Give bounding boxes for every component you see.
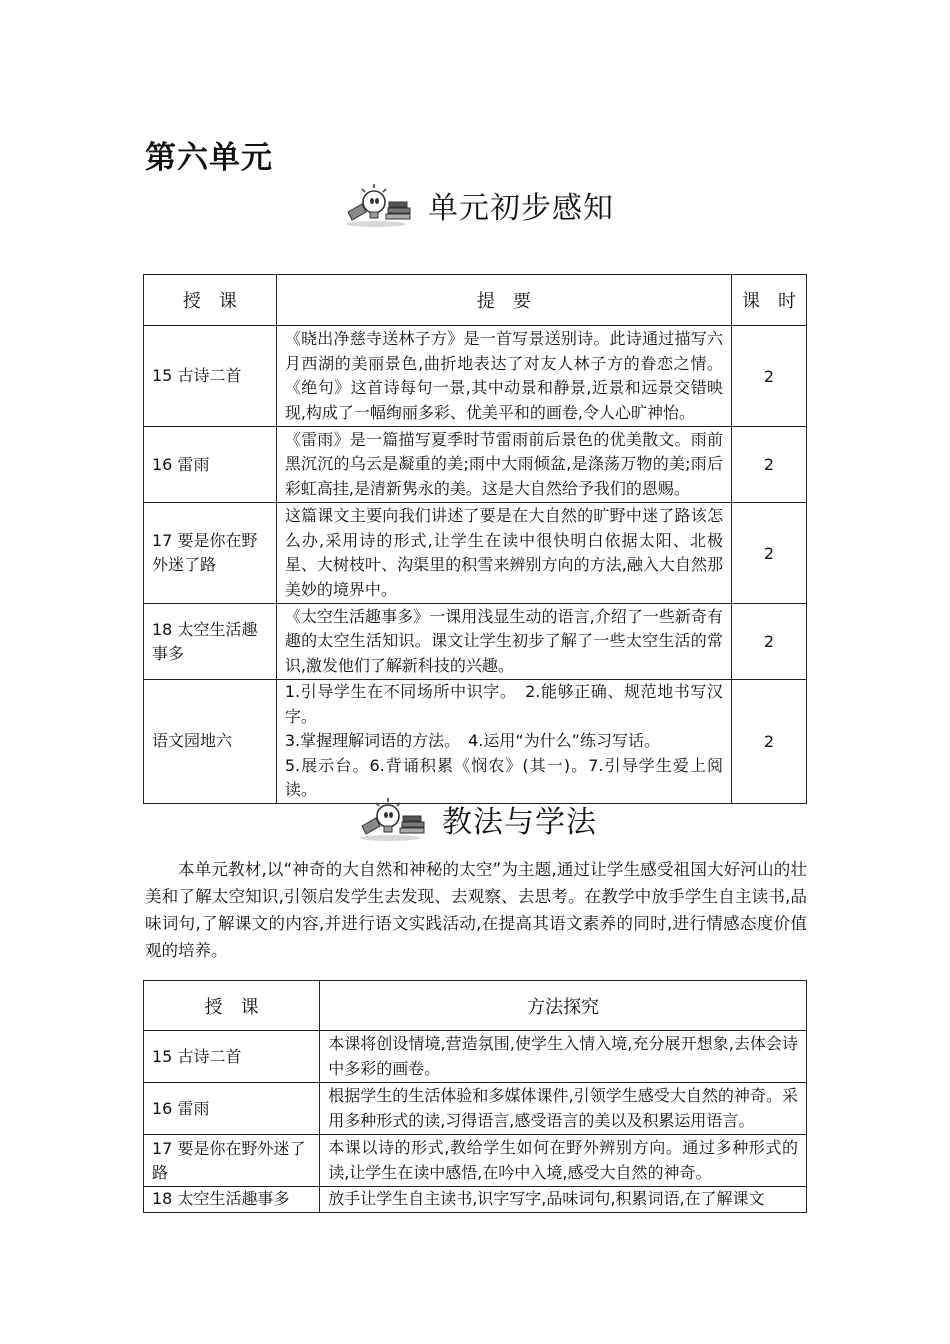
table-header-row [144,275,807,326]
summary-cell: 这篇课文主要向我们讲述了要是在大自然的旷野中迷了路该怎么办,采用诗的形式,让学生在读中很快明白依据太阳、北极星、大树枝叶、沟渠里的积雪来辨别方向的方法,融入大自然那美妙的境界中。 [276,503,731,604]
intro-paragraph: 本单元教材,以“神奇的大自然和神秘的太空”为主题,通过让学生感受祖国大好河山的壮美和了解太空知识,引领启发学生去发现、去观察、去思考。在教学中放手学生自主读书,品味词句,了解课文的内容,并进行语文实践活动,在提高其语文素养的同时,进行情感态度价值观的培养。 [145,860,807,960]
method-table [143,980,807,1213]
table-row [144,326,807,427]
summary-cell: 《晓出净慈寺送林子方》是一首写景送别诗。此诗通过描写六月西湖的美丽景色,曲折地表达了对友人林子方的眷恋之情。《绝句》这首诗每句一景,其中动景和静景,近景和远景交错映现,构成了一幅绚丽多彩、优美平和的画卷,令人心旷神怡。 [276,326,731,427]
hours-cell: 2 [732,680,807,804]
table-row [144,680,807,804]
lightbulb-icon [356,796,428,842]
header-lesson: 授 课 [144,981,320,1031]
method-cell: 放手让学生自主读书,识字写字,品味词句,积累词语,在了解课文 [320,1187,807,1213]
lesson-cell: 语文园地六 [144,680,277,804]
lesson-cell: 15 古诗二首 [144,1031,320,1083]
lesson-summary-table [143,274,807,804]
section-heading-1 [342,182,614,228]
table-row [144,604,807,680]
hours-cell: 2 [732,326,807,427]
summary-line: 1.引导学生在不同场所中识字。 2.能够正确、规范地书写汉字。 [284,682,724,726]
lesson-cell: 16 雷雨 [144,427,277,503]
method-cell: 根据学生的生活体验和多媒体课件,引领学生感受大自然的神奇。采用多种形式的读,习得语言,感受语言的美以及积累运用语言。 [320,1083,807,1135]
table-header-row [144,981,807,1031]
table-row [144,427,807,503]
table-row [144,1083,807,1135]
section-title-2: 教法与学法 [442,805,597,840]
header-lesson: 授 课 [144,275,277,326]
lesson-cell: 16 雷雨 [144,1083,320,1135]
lesson-cell: 17 要是你在野外迷了路 [144,503,277,604]
table-row [144,1187,807,1213]
summary-line: 5.展示台。6.背诵积累《悯农》(其一)。7.引导学生爱上阅读。 [284,755,724,799]
header-summary: 提 要 [276,275,731,326]
lightbulb-icon [342,182,414,228]
method-cell: 本课以诗的形式,教给学生如何在野外辨别方向。通过多种形式的读,让学生在读中感悟,在吟中入境,感受大自然的神奇。 [320,1135,807,1187]
table-row [144,1031,807,1083]
header-hours: 课 时 [732,275,807,326]
header-method: 方法探究 [320,981,807,1031]
method-cell: 本课将创设情境,营造氛围,使学生入情入境,充分展开想象,去体会诗中多彩的画卷。 [320,1031,807,1083]
summary-line: 3.掌握理解词语的方法。 4.运用“为什么”练习写话。 [284,731,660,750]
summary-cell: 《太空生活趣事多》一课用浅显生动的语言,介绍了一些新奇有趣的太空生活知识。课文让学生初步了解了一些太空生活的常识,激发他们了解新科技的兴趣。 [276,604,731,680]
table-row [144,503,807,604]
table-row [144,1135,807,1187]
section-title-1: 单元初步感知 [428,191,614,226]
summary-cell [276,680,731,804]
lesson-cell: 17 要是你在野外迷了路 [144,1135,320,1187]
summary-cell: 《雷雨》是一篇描写夏季时节雷雨前后景色的优美散文。雨前黑沉沉的乌云是凝重的美;雨中大雨倾盆,是涤荡万物的美;雨后彩虹高挂,是清新隽永的美。这是大自然给予我们的恩赐。 [276,427,731,503]
hours-cell: 2 [732,503,807,604]
lesson-cell: 18 太空生活趣事多 [144,604,277,680]
section-heading-2 [356,796,597,842]
hours-cell: 2 [732,604,807,680]
lesson-cell: 18 太空生活趣事多 [144,1187,320,1213]
hours-cell: 2 [732,427,807,503]
lesson-cell: 15 古诗二首 [144,326,277,427]
unit-title: 第六单元 [145,140,273,176]
